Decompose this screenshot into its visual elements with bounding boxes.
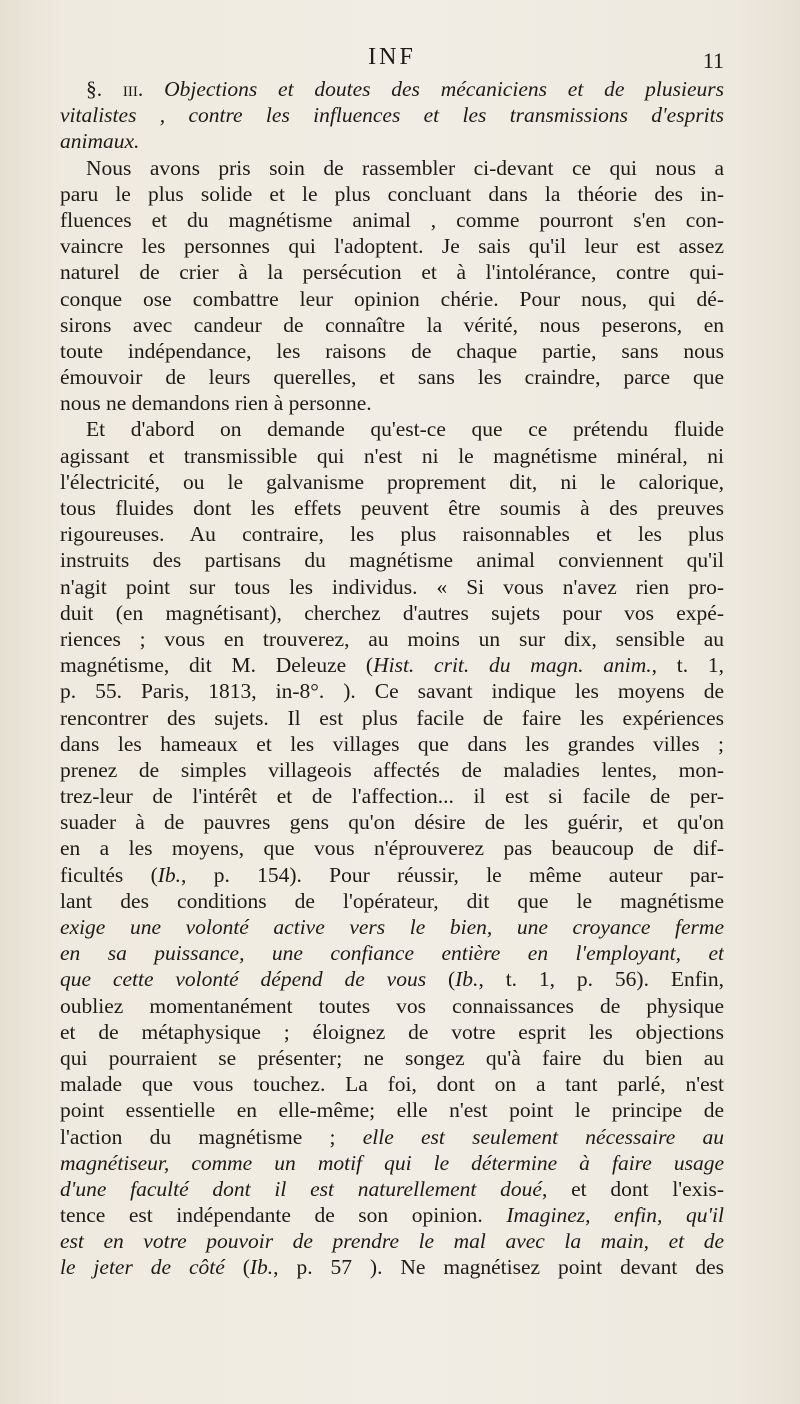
text-segment: suader à de pauvres gens qu'on désire de les guérir, et qu'on	[60, 810, 724, 835]
text-line	[60, 102, 724, 128]
italic-text: Ib.	[157, 862, 182, 887]
text-line	[60, 1228, 724, 1254]
text-segment: (	[224, 1255, 250, 1280]
italic-text: animaux.	[60, 129, 140, 154]
text-line	[60, 600, 724, 626]
text-segment: trez-leur de l'intérêt et de l'affection... il est si facile de per-	[60, 784, 724, 809]
italic-text: vitalistes , contre les influences et les transmissions d'esprits	[60, 103, 724, 128]
text-line	[60, 574, 724, 600]
text-line	[60, 181, 724, 207]
text-line	[60, 443, 724, 469]
text-line	[60, 914, 724, 940]
text-segment: sirons avec candeur de connaître la vérité, nous peserons, en	[60, 312, 724, 337]
text-line	[60, 469, 724, 495]
text-segment: l'électricité, ou le galvanisme proprement dit, ni le calorique,	[60, 469, 724, 494]
text-segment: iii	[122, 77, 138, 101]
italic-text: est en votre pouvoir de prendre le mal avec la main, et de	[60, 1229, 724, 1254]
text-segment: ficultés (	[60, 862, 158, 887]
text-line	[60, 1176, 724, 1202]
text-line	[60, 1019, 724, 1045]
text-segment: Nous avons pris soin de rassembler ci-devant ce qui nous a	[86, 155, 724, 180]
text-segment: paru le plus solide et le plus concluant dans la théorie des in-	[60, 181, 724, 206]
italic-text: d'une faculté dont il est naturellement doué	[60, 1176, 542, 1201]
italic-text: Imaginez, enfin, qu'il	[506, 1203, 724, 1228]
text-segment: émouvoir de leurs querelles, et sans les craindre, parce que	[60, 365, 724, 390]
text-segment: §.	[86, 77, 123, 101]
text-segment: dans les hameaux et les villages que dans les grandes villes ;	[60, 731, 724, 756]
text-segment: , et dont l'exis-	[541, 1176, 724, 1201]
text-segment: naturel de crier à la persécution et à l'intolérance, contre qui-	[60, 260, 724, 285]
text-segment: agissant et transmissible qui n'est ni le magnétisme minéral, ni	[60, 443, 724, 468]
text-line	[60, 1254, 724, 1280]
text-line	[60, 338, 724, 364]
text-line	[60, 652, 724, 678]
text-line	[60, 390, 724, 416]
text-line	[60, 155, 724, 181]
text-segment: Et d'abord on demande qu'est-ce que ce prétendu fluide	[86, 417, 724, 442]
text-segment: magnétisme, dit M. Deleuze (	[60, 653, 374, 678]
text-line	[60, 76, 724, 102]
text-line	[60, 678, 724, 704]
text-line	[60, 1071, 724, 1097]
text-line	[60, 259, 724, 285]
text-segment: nous ne demandons rien à personne.	[60, 391, 372, 416]
text-line	[60, 757, 724, 783]
italic-text: en sa puissance, une confiance entière en l'employant, et	[60, 941, 724, 966]
text-line	[60, 495, 724, 521]
text-segment: et de métaphysique ; éloignez de votre esprit les objections	[60, 1019, 724, 1044]
text-line	[60, 547, 724, 573]
text-line	[60, 286, 724, 312]
text-segment: qui pourraient se présenter; ne songez qu'à faire du bien au	[60, 1045, 724, 1070]
text-line	[60, 1045, 724, 1071]
text-segment: n'agit point sur tous les individus. « Si vous n'avez rien pro-	[60, 574, 724, 599]
text-segment: instruits des partisans du magnétisme animal conviennent qu'il	[60, 548, 724, 573]
italic-text: le jeter de côté	[60, 1255, 225, 1280]
text-line	[60, 809, 724, 835]
text-segment: (	[426, 967, 456, 992]
text-segment: , p. 154). Pour réussir, le même auteur par-	[181, 862, 724, 887]
italic-text: Hist. crit. du magn. anim.	[373, 653, 652, 678]
text-line	[60, 966, 724, 992]
text-line	[60, 1150, 724, 1176]
italic-text: Ib.	[249, 1255, 274, 1280]
page-number: 11	[702, 48, 724, 73]
italic-text: Ib.	[455, 967, 479, 992]
text-line	[60, 783, 724, 809]
text-segment: toute indépendance, les raisons de chaque partie, sans nous	[60, 338, 724, 363]
text-line	[60, 1202, 724, 1228]
text-segment: , t. 1,	[651, 653, 724, 678]
running-head: INF	[368, 44, 416, 70]
text-segment: lant des conditions de l'opérateur, dit que le magnétisme	[60, 888, 724, 913]
text-segment: , t. 1, p. 56). Enfin,	[478, 967, 724, 992]
text-line	[60, 626, 724, 652]
text-line	[60, 128, 724, 154]
text-segment: tous fluides dont les effets peuvent être soumis à des preuves	[60, 496, 724, 520]
text-segment: point essentielle en elle-même; elle n'est point le principe de	[60, 1098, 724, 1123]
italic-text: Objections et doutes des mécaniciens et de plusieurs	[164, 77, 724, 101]
text-line	[60, 940, 724, 966]
text-segment: tence est indépendante de son opinion.	[60, 1203, 507, 1228]
text-line	[60, 731, 724, 757]
text-segment: prenez de simples villageois affectés de maladies lentes, mon-	[60, 757, 724, 782]
text-segment: oubliez momentanément toutes vos connaissances de physique	[60, 993, 724, 1018]
text-segment: , p. 57 ). Ne magnétisez point devant des	[273, 1255, 724, 1280]
text-segment: vaincre les personnes qui l'adoptent. Je sais qu'il leur est assez	[60, 234, 724, 259]
text-line	[60, 1124, 724, 1150]
italic-text: magnétiseur, comme un motif qui le détermine à faire usage	[60, 1150, 724, 1175]
text-segment: conque ose combattre leur opinion chérie. Pour nous, qui dé-	[60, 286, 724, 311]
text-line	[60, 312, 724, 338]
text-segment: rencontrer des sujets. Il est plus facile de faire les expériences	[60, 705, 724, 730]
text-line	[60, 993, 724, 1019]
page-header	[60, 44, 724, 74]
text-line	[60, 207, 724, 233]
text-segment: p. 55. Paris, 1813, in-8°. ). Ce savant indique les moyens de	[60, 679, 724, 704]
text-segment: malade que vous touchez. La foi, dont on a tant parlé, n'est	[60, 1072, 724, 1097]
text-line	[60, 521, 724, 547]
text-line	[60, 862, 724, 888]
italic-text: exige une volonté active vers le bien, une croyance ferme	[60, 915, 724, 939]
text-segment: en a les moyens, que vous n'éprouverez pas beaucoup de dif-	[60, 836, 724, 861]
text-segment: fluences et du magnétisme animal , comme pourront s'en con-	[60, 207, 724, 232]
text-segment: .	[137, 77, 165, 101]
italic-text: que cette volonté dépend de vous	[60, 967, 427, 992]
text-line	[60, 416, 724, 442]
text-line	[60, 888, 724, 914]
body-text	[60, 76, 724, 1281]
text-line	[60, 835, 724, 861]
text-segment: riences ; vous en trouverez, au moins un sur dix, sensible au	[60, 626, 724, 651]
italic-text: elle est seulement nécessaire au	[362, 1124, 724, 1149]
text-segment: rigoureuses. Au contraire, les plus raisonnables et les plus	[60, 522, 724, 547]
text-line	[60, 364, 724, 390]
text-line	[60, 705, 724, 731]
text-line	[60, 233, 724, 259]
text-line	[60, 1097, 724, 1123]
text-segment: duit (en magnétisant), cherchez d'autres sujets pour vos expé-	[60, 600, 724, 625]
text-segment: l'action du magnétisme ;	[60, 1124, 363, 1149]
